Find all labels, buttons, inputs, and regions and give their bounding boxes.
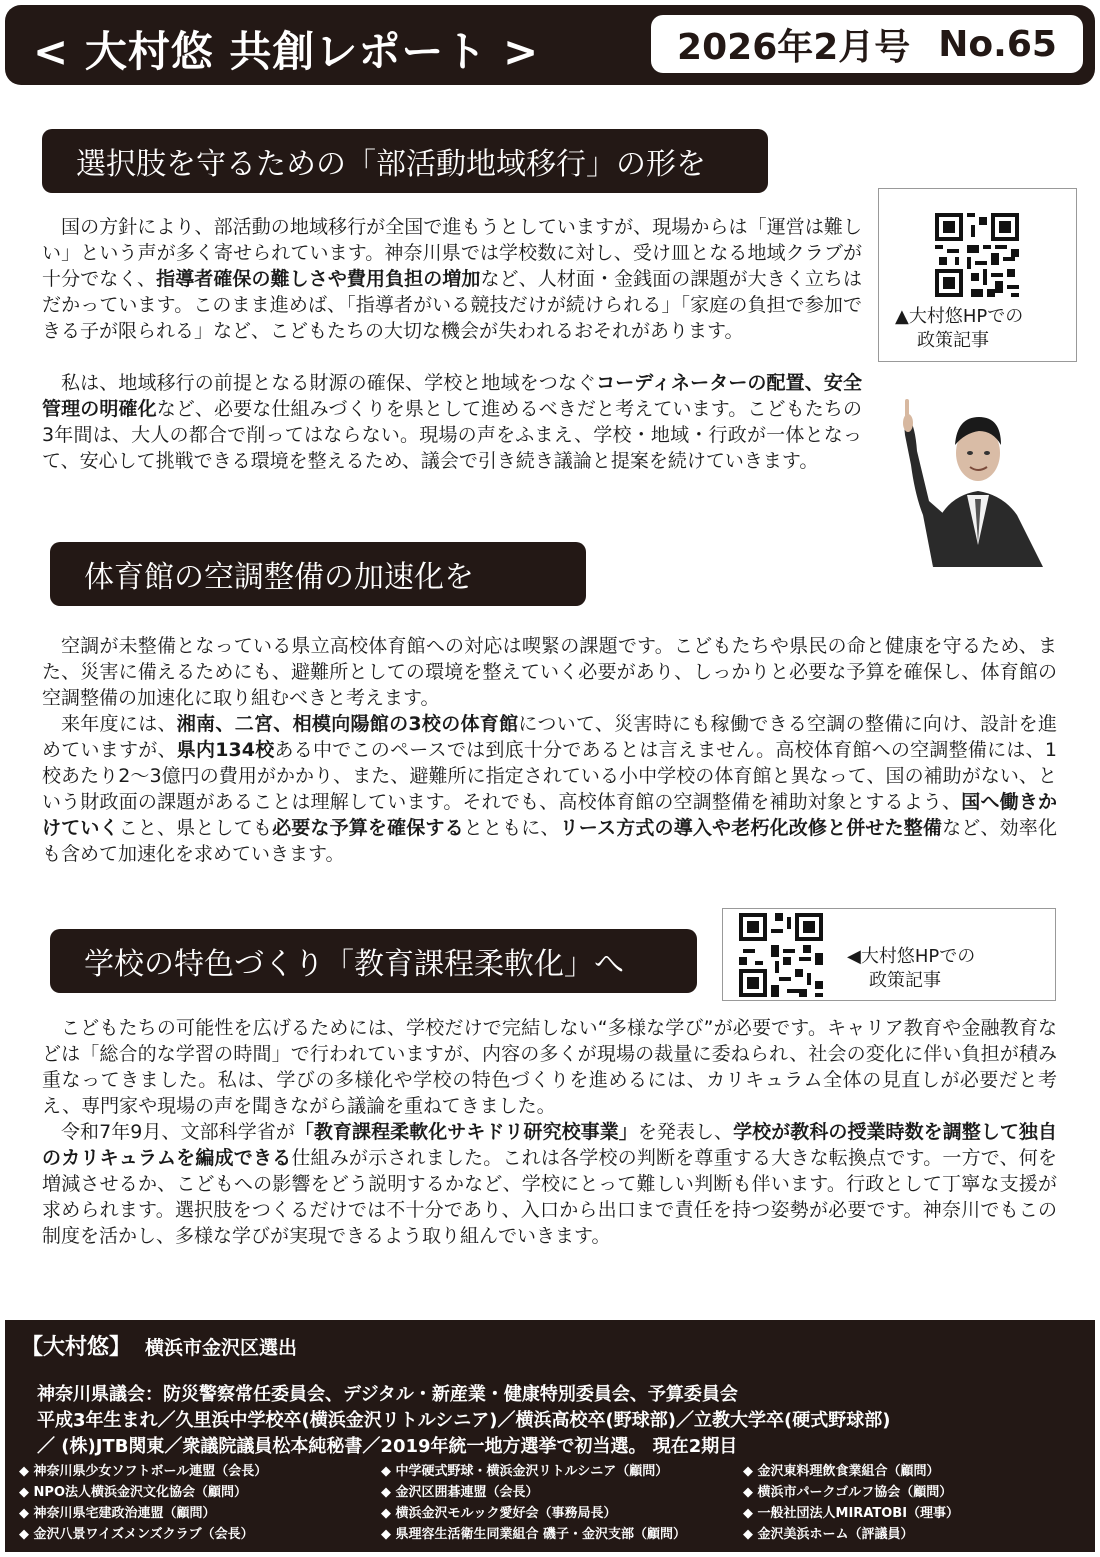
profile-name-line	[21, 1330, 297, 1361]
list-item: ◆ 金沢八景ワイズメンズクラブ（会長）	[19, 1525, 381, 1544]
section2-paragraph-2: 来年度には、湘南、二宮、相模向陽館の3校の体育館について、災害時にも稼働できる空調の整備に向け、設計を進めていますが、県内134校ある中でこのペースでは到底十分であるとは言えません。高校体育館への空調整備には、1校あたり2～3億円の費用がかかり、また、避難所に指定されている小中学校の体育館と異なって、国の補助がない、という財政面の課題があることは理解しています。それでも、高校体育館の空調整備を補助対象とするよう、国へ働きかけていくこと、県としても必要な予算を確保するとともに、リース方式の導入や老朽化改修と併せた整備など、効率化も含めて加速化を求めていきます。	[42, 713, 1057, 865]
list-item: ◆ 横浜市パークゴルフ協会（顧問）	[743, 1483, 1089, 1502]
section1-paragraph-2: 私は、地域移行の前提となる財源の確保、学校と地域をつなぐコーディネーターの配置、安全管理の明確化など、必要な仕組みづくりを県として進めるべきだと考えています。こどもたちの3年間は、大人の都合で削ってはならない。現場の声をふまえ、学校・地域・行政が一体となって、安心して挑戦できる環境を整えるため、議会で引き続き議論と提案を続けていきます。	[42, 372, 862, 472]
list-item: ◆ 県理容生活衛生同業組合 磯子・金沢支部（顧問）	[381, 1525, 743, 1544]
qr-caption-1: ▲大村悠HPでの	[895, 306, 1024, 327]
section3-paragraph-1: こどもたちの可能性を広げるためには、学校だけで完結しない“多様な学び”が必要です。キャリア教育や金融教育などは「総合的な学習の時間」で行われていますが、内容の多くが現場の裁量に委ねられ、社会の変化に伴い負担が積み重なってきました。私は、学びの多様化や学校の特色づくりを進めるには、カリキュラム全体の見直しが必要だと考え、専門家や現場の声を聞きながら議論を重ねてきました。	[42, 1017, 1057, 1117]
qr-code-icon[interactable]	[739, 913, 823, 997]
list-item: ◆ 中学硬式野球・横浜金沢リトルシニア（顧問）	[381, 1462, 743, 1481]
profile-footer	[5, 1320, 1095, 1552]
qr-box-1	[878, 188, 1077, 362]
qr-box-2	[722, 908, 1056, 1001]
roles-list	[19, 1462, 1089, 1544]
qr-caption-2: 政策記事	[869, 970, 941, 991]
section1-paragraph-1: 国の方針により、部活動の地域移行が全国で進もうとしていますが、現場からは「運営は難しい」という声が多く寄せられています。神奈川県では学校数に対し、受け皿となる地域クラブが十分でなく、指導者確保の難しさや費用負担の増加など、人材面・金銭面の課題が大きく立ちはだかっています。このまま進めば、「指導者がいる競技だけが続けられる」「家庭の負担で参加できる子が限られる」など、こどもたちの大切な機会が失われるおそれがあります。	[42, 216, 862, 342]
section-heading-gym-aircon: 体育館の空調整備の加速化を	[50, 542, 586, 606]
newsletter-title: < 大村悠 共創レポート >	[33, 27, 540, 76]
section-heading-curriculum: 学校の特色づくり「教育課程柔軟化」へ	[50, 929, 697, 993]
issue-box	[651, 15, 1083, 73]
list-item: ◆ 一般社団法人MIRATOBI（理事）	[743, 1504, 1089, 1523]
issue-date: 2026年2月号	[677, 26, 911, 68]
qr-caption-2: 政策記事	[917, 330, 989, 351]
list-item: ◆ 金沢東料理飲食業組合（顧問）	[743, 1462, 1089, 1481]
profile-history: 平成3年生まれ／久里浜中学校卒(横浜金沢リトルシニア)／横浜高校卒(野球部)／立教大学卒(硬式野球部)	[37, 1410, 891, 1431]
qr-code-icon[interactable]	[935, 213, 1019, 297]
list-item: ◆ NPO法人横浜金沢文化協会（顧問）	[19, 1483, 381, 1502]
list-item: ◆ 神奈川県少女ソフトボール連盟（会長）	[19, 1462, 381, 1481]
section2-paragraph-1: 空調が未整備となっている県立高校体育館への対応は喫緊の課題です。こどもたちや県民の命と健康を守るため、また、災害に備えるためにも、避難所としての環境を整えていく必要があり、しっかりと必要な予算を確保し、体育館の空調整備の加速化に取り組むべきと考えます。	[42, 635, 1057, 709]
section3-paragraph-2: 令和7年9月、文部科学省が「教育課程柔軟化サキドリ研究校事業」を発表し、学校が教科の授業時数を調整して独自のカリキュラムを編成できる仕組みが示されました。これは各学校の判断を尊重する大きな転換点です。一方で、何を増減させるか、こどもへの影響をどう説明するかなど、学校にとって難しい判断も伴います。行政として丁寧な支援が求められます。選択肢をつくるだけでは不十分であり、入口から出口まで責任を持つ姿勢が必要です。神奈川でもこの制度を活かし、多様な学びが実現できるよう取り組んでいきます。	[42, 1121, 1058, 1247]
qr-caption-1: ◀大村悠HPでの	[847, 946, 976, 967]
profile-career: ／ (株)JTB関東／衆議院議員松本純秘書／2019年統一地方選挙で初当選。 現在2期目	[37, 1436, 738, 1457]
issue-number: No.65	[938, 23, 1057, 65]
newsletter-header	[5, 5, 1095, 85]
list-item: ◆ 横浜金沢モルック愛好会（事務局長）	[381, 1504, 743, 1523]
profile-name: 【大村悠】	[21, 1335, 132, 1360]
section-heading-club-activities: 選択肢を守るための「部活動地域移行」の形を	[42, 129, 768, 193]
profile-committees: 神奈川県議会：防災警察常任委員会、デジタル・新産業・健康特別委員会、予算委員会	[37, 1384, 738, 1405]
list-item: ◆ 神奈川県宅建政治連盟（顧問）	[19, 1504, 381, 1523]
portrait-photo	[893, 395, 1063, 567]
list-item: ◆ 金沢美浜ホーム（評議員）	[743, 1525, 1089, 1544]
profile-district: 横浜市金沢区選出	[145, 1337, 298, 1359]
list-item: ◆ 金沢区囲碁連盟（会長）	[381, 1483, 743, 1502]
